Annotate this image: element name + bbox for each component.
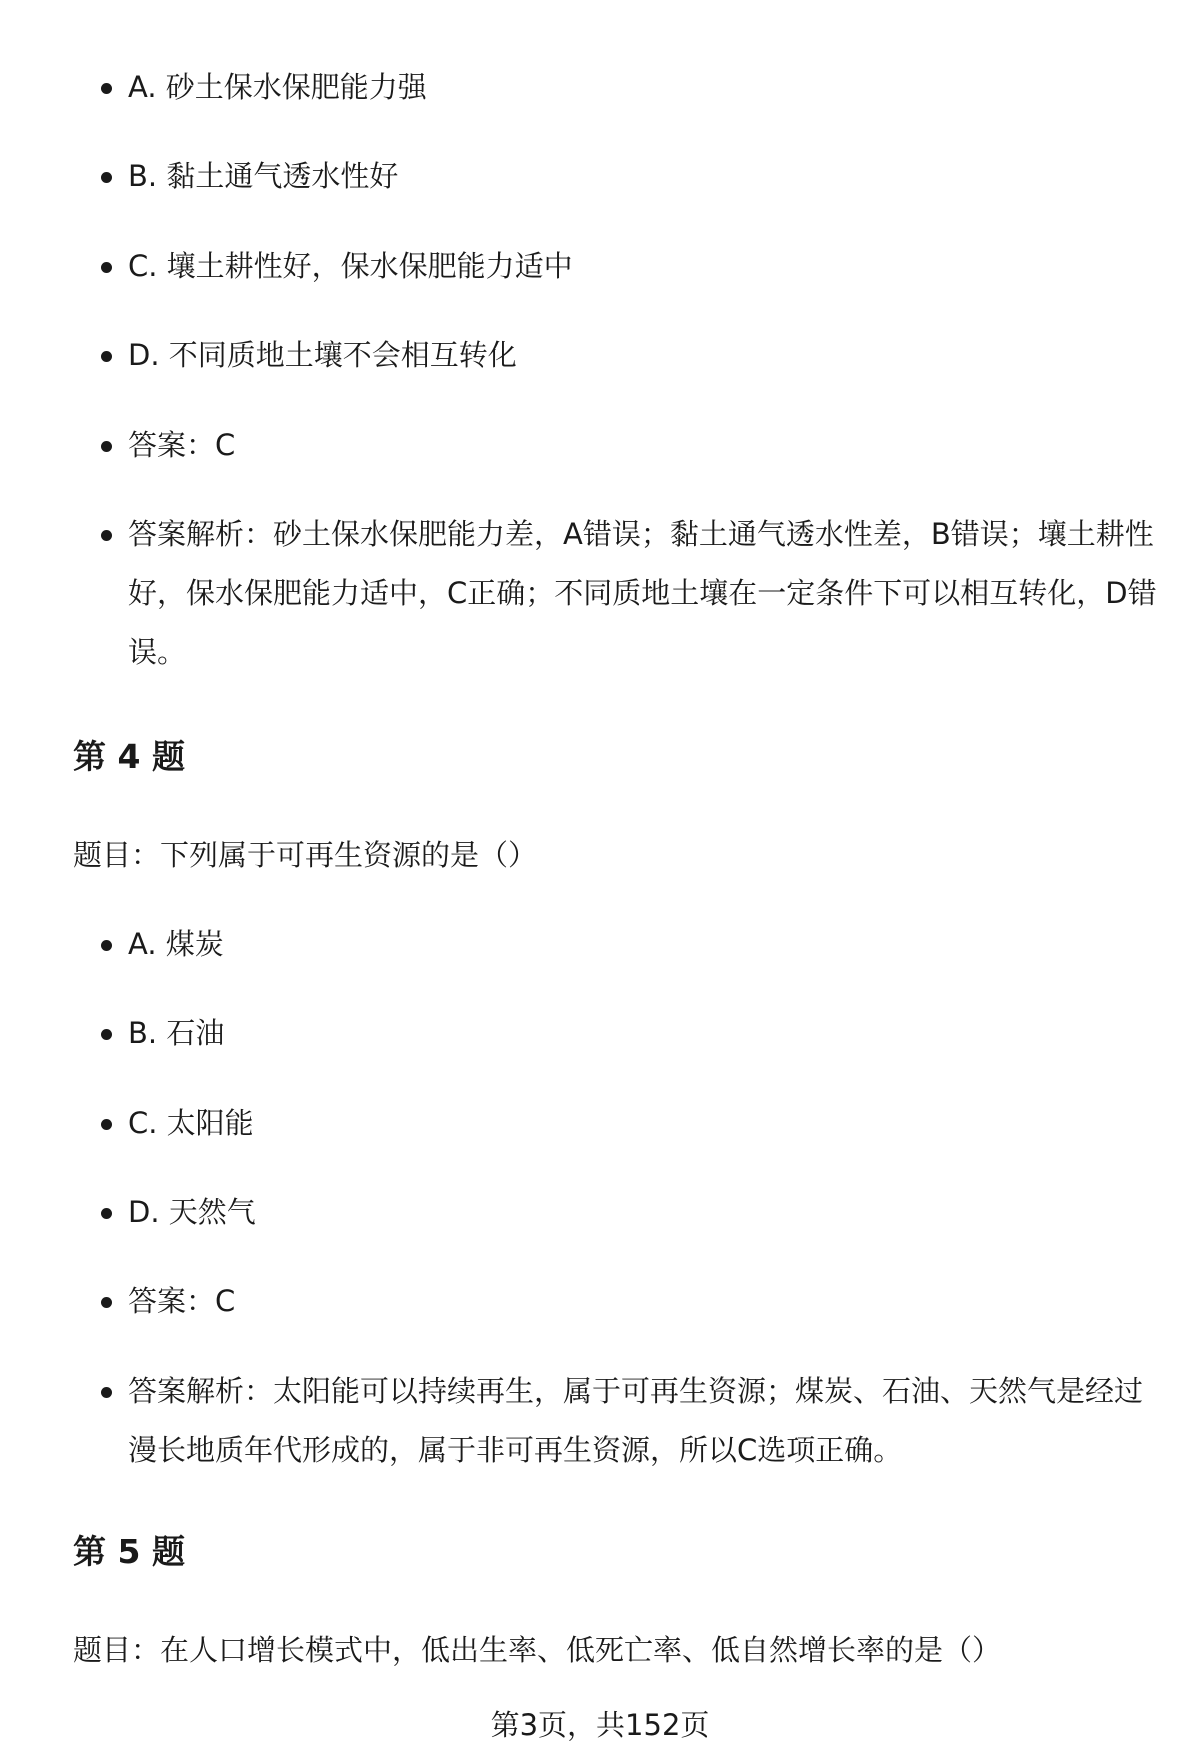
q4-answer: 答案：C bbox=[128, 1272, 1158, 1331]
q5-question: 题目：在人口增长模式中，低出生率、低死亡率、低自然增长率的是（） bbox=[73, 1633, 1002, 1667]
q4-option-d: D. 天然气 bbox=[128, 1183, 1158, 1242]
q4-explanation: 答案解析：太阳能可以持续再生，属于可再生资源；煤炭、石油、天然气是经过漫长地质年代形成的，属于非可再生资源，所以C选项正确。 bbox=[128, 1362, 1158, 1480]
q4-option-b: B. 石油 bbox=[128, 1004, 1158, 1063]
q4-option-c: C. 太阳能 bbox=[128, 1094, 1158, 1153]
q3-option-a: A. 砂土保水保肥能力强 bbox=[128, 58, 1158, 117]
q3-answer: 答案：C bbox=[128, 416, 1158, 475]
q5-heading: 第 5 题 bbox=[73, 1532, 185, 1571]
q3-explanation: 答案解析：砂土保水保肥能力差，A错误；黏土通气透水性差，B错误；壤土耕性好，保水保肥能力适中，C正确；不同质地土壤在一定条件下可以相互转化，D错误。 bbox=[128, 505, 1158, 682]
q3-option-c: C. 壤土耕性好，保水保肥能力适中 bbox=[128, 237, 1158, 296]
q4-question: 题目：下列属于可再生资源的是（） bbox=[73, 838, 538, 872]
page-number-footer: 第3页，共152页 bbox=[490, 1708, 710, 1742]
q3-option-b: B. 黏土通气透水性好 bbox=[128, 147, 1158, 206]
q4-heading: 第 4 题 bbox=[73, 737, 185, 776]
q3-option-d: D. 不同质地土壤不会相互转化 bbox=[128, 326, 1158, 385]
q4-option-a: A. 煤炭 bbox=[128, 915, 1158, 974]
